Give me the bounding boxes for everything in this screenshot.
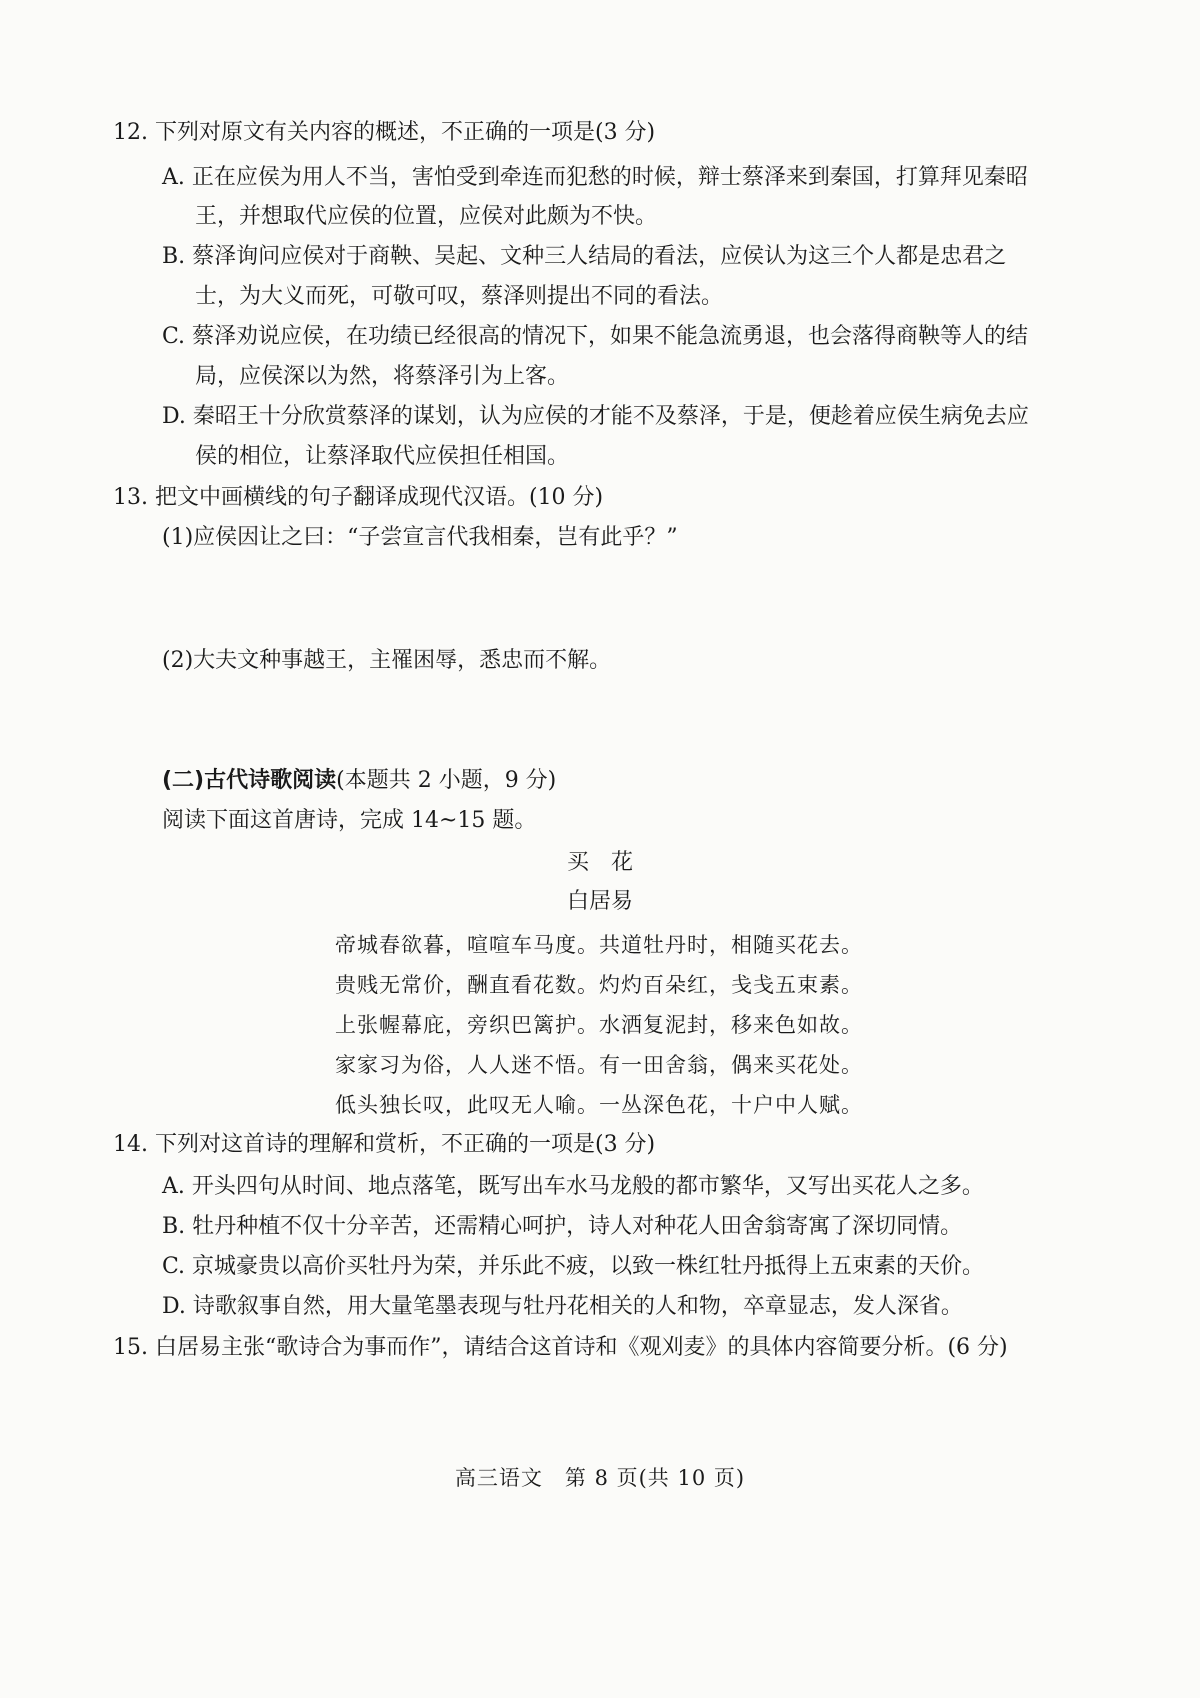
page-footer: 高三语文 第 8 页(共 10 页) [454,1466,746,1490]
q12-option-a-line2: 王，并想取代应侯的位置，应侯对此颇为不快。 [195,204,658,229]
q13-stem: 13. 把文中画横线的句子翻译成现代汉语。(10 分) [113,485,604,510]
q14-stem: 14. 下列对这首诗的理解和赏析，不正确的一项是(3 分) [113,1132,656,1157]
q12-option-c-line2: 局，应侯深以为然，将蔡泽引为上客。 [195,364,570,389]
q12-option-c-line1: C. 蔡泽劝说应侯，在功绩已经很高的情况下，如果不能急流勇退，也会落得商鞅等人的结 [162,324,1029,349]
section-title: (二)古代诗歌阅读 [162,768,337,793]
q13-sentence-1: (1)应侯因让之曰：“子尝宣言代我相秦，岂有此乎？” [162,525,678,550]
q14-option-c: C. 京城豪贵以高价买牡丹为荣，并乐此不疲，以致一株红牡丹抵得上五束素的天价。 [162,1254,985,1279]
poem-author: 白居易 [566,889,633,914]
section-instruction: 阅读下面这首唐诗，完成 14~15 题。 [162,808,537,833]
poem-line: 帝城春欲暮，喧喧车马度。共道牡丹时，相随买花去。 [335,933,863,957]
poem-line: 家家习为俗，人人迷不悟。有一田舍翁，偶来买花处。 [335,1053,863,1077]
q14-option-a: A. 开头四句从时间、地点落笔，既写出车水马龙般的都市繁华，又写出买花人之多。 [162,1174,984,1199]
poem-line: 上张幄幕庇，旁织巴篱护。水洒复泥封，移来色如故。 [335,1013,863,1037]
section-heading [162,766,556,796]
q14-option-d: D. 诗歌叙事自然，用大量笔墨表现与牡丹花相关的人和物，卒章显志，发人深省。 [162,1294,963,1319]
q12-option-d-line1: D. 秦昭王十分欣赏蔡泽的谋划，认为应侯的才能不及蔡泽，于是，便趁着应侯生病免去应 [162,404,1029,429]
q12-option-b-line1: B. 蔡泽询问应侯对于商鞅、吴起、文种三人结局的看法，应侯认为这三个人都是忠君之 [162,244,1007,269]
q12-option-a-line1: A. 正在应侯为用人不当，害怕受到牵连而犯愁的时候，辩士蔡泽来到秦国，打算拜见秦昭 [162,165,1028,190]
q12-option-d-line2: 侯的相位，让蔡泽取代应侯担任相国。 [195,444,570,469]
poem-title: 买 花 [566,850,633,875]
q12-option-b-line2: 士，为大义而死，可敬可叹，蔡泽则提出不同的看法。 [195,284,724,309]
poem-line: 低头独长叹，此叹无人喻。一丛深色花，十户中人赋。 [335,1093,863,1117]
q15-stem: 15. 白居易主张“歌诗合为事而作”，请结合这首诗和《观刈麦》的具体内容简要分析。(6 分) [113,1335,1008,1360]
q12-stem: 12. 下列对原文有关内容的概述，不正确的一项是(3 分) [113,120,656,145]
poem-line: 贵贱无常价，酬直看花数。灼灼百朵红，戋戋五束素。 [335,973,863,997]
q14-option-b: B. 牡丹种植不仅十分辛苦，还需精心呵护，诗人对种花人田舍翁寄寓了深切同情。 [162,1214,963,1239]
section-note: (本题共 2 小题，9 分) [336,768,557,793]
q13-sentence-2: (2)大夫文种事越王，主罹困辱，悉忠而不解。 [162,648,612,673]
